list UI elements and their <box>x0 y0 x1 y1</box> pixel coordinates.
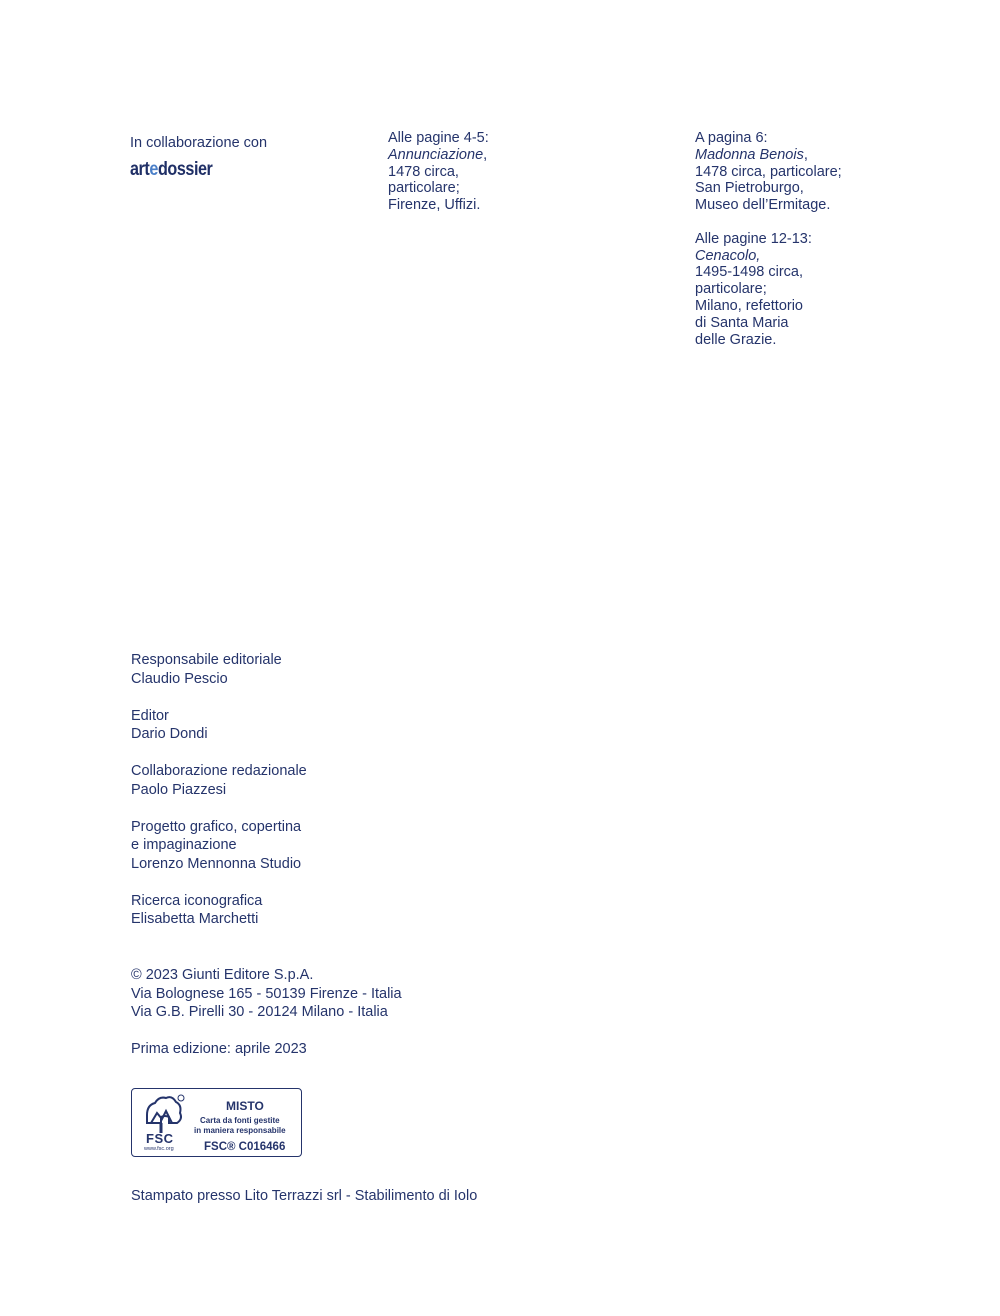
credit-name: Lorenzo Mennonna Studio <box>131 855 302 872</box>
caption-line: particolare; <box>695 281 767 298</box>
credit-group <box>131 762 307 799</box>
address-line: Via G.B. Pirelli 30 - 20124 Milano - Italia <box>131 1004 388 1020</box>
credit-label: e impaginazione <box>131 837 237 853</box>
publisher-block <box>131 966 402 1022</box>
caption-line: Firenze, Uffizi. <box>388 197 481 214</box>
fsc-text-line: Carta da fonti gestite <box>200 1116 280 1125</box>
logo-text-e: e <box>149 158 158 180</box>
copyright: © 2023 Giunti Editore S.p.A. <box>131 967 314 983</box>
credit-label: Responsabile editoriale <box>131 652 282 668</box>
credit-label: Progetto grafico, copertina <box>131 818 302 835</box>
fsc-category: MISTO <box>226 1099 264 1113</box>
credit-group <box>131 818 307 874</box>
fsc-mark: FSC <box>146 1131 174 1146</box>
credit-group <box>131 707 307 744</box>
fsc-label <box>131 1088 302 1157</box>
caption-title-suffix: , <box>483 146 488 163</box>
credit-label: Ricerca iconografica <box>131 892 263 909</box>
caption-heading: Alle pagine 4-5: <box>388 130 489 146</box>
caption-title-line <box>695 147 842 164</box>
credits-block <box>131 651 307 947</box>
caption-pages-4-5 <box>388 130 489 214</box>
caption-title: Madonna Benois <box>695 146 804 163</box>
caption-line: particolare; <box>388 180 460 197</box>
fsc-license-code: FSC® C016466 <box>204 1141 286 1153</box>
fsc-text-line: in maniera responsabile <box>194 1126 286 1135</box>
collaboration-block <box>130 135 267 179</box>
collaboration-label: In collaborazione con <box>130 135 268 151</box>
caption-line: San Pietroburgo, <box>695 180 804 197</box>
printer-info: Stampato presso Lito Terrazzi srl - Stabilimento di Iolo <box>131 1188 478 1204</box>
caption-line: Milano, refettorio <box>695 297 803 314</box>
artedossier-logo <box>130 158 246 180</box>
credit-name: Paolo Piazzesi <box>131 781 227 798</box>
credit-group <box>131 892 307 929</box>
caption-line: Museo dell’Ermitage. <box>695 197 831 214</box>
caption-line: 1478 circa, particolare; <box>695 163 842 180</box>
caption-title-line <box>388 147 489 164</box>
credit-group <box>131 651 307 688</box>
caption-line: 1495-1498 circa, <box>695 264 804 281</box>
logo-text-dossier: dossier <box>157 158 213 180</box>
caption-heading: A pagina 6: <box>695 130 768 146</box>
caption-title: Annunciazione <box>388 146 484 163</box>
caption-heading: Alle pagine 12-13: <box>695 230 812 247</box>
credit-name: Dario Dondi <box>131 726 208 742</box>
credit-label: Editor <box>131 707 169 724</box>
caption-line: 1478 circa, <box>388 163 459 180</box>
spacer <box>695 214 842 231</box>
logo-text-art: art <box>130 158 150 180</box>
credit-label: Collaborazione redazionale <box>131 763 307 779</box>
caption-line: di Santa Maria <box>695 314 789 331</box>
credit-name: Elisabetta Marchetti <box>131 911 259 927</box>
edition-info: Prima edizione: aprile 2023 <box>131 1041 307 1057</box>
credit-name: Claudio Pescio <box>131 670 228 687</box>
caption-title: Cenacolo, <box>695 247 761 264</box>
captions-right-column <box>695 130 842 348</box>
caption-line: delle Grazie. <box>695 331 777 348</box>
caption-title-suffix: , <box>803 146 808 163</box>
fsc-url: www.fsc.org <box>144 1146 174 1152</box>
address-line: Via Bolognese 165 - 50139 Firenze - Italia <box>131 985 402 1002</box>
